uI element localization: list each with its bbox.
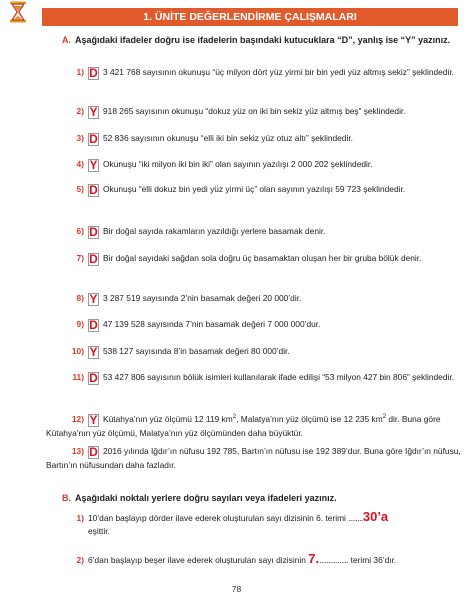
statement-number: 8): [76, 293, 84, 303]
statement-text: 52 836 sayısının okunuşu “elli iki bin sekiz yüz otuz altı” şeklindedir.: [103, 133, 353, 143]
statement-number: 1): [76, 67, 84, 77]
statement-text-c: dir. Buna göre Kütahya’nın yüz ölçümü, Malatya’nın yüz ölçümünden daha büyüktür.: [46, 413, 441, 438]
page-title: 1. ÜNİTE DEĞERLENDİRME ÇALIŞMALARI: [42, 8, 458, 26]
section-a-letter: A.: [62, 35, 71, 45]
item-text: 6’dan başlayıp beşer ilave ederek oluşturulan sayı dizisinin: [88, 555, 309, 565]
statement-number: 2): [76, 106, 84, 116]
statement-text: 53 427 806 sayısının bölük isimleri kullanılarak ifade edilişi “53 milyon 427 bin 806” şeklindedir.: [103, 372, 455, 382]
statement-number: 3): [76, 133, 84, 143]
statement-number: 5): [76, 184, 84, 194]
statement-text: 918 265 sayısının okunuşu “dokuz yüz on iki bin sekiz yüz altmış beş” şeklindedir.: [103, 106, 406, 116]
statement-number: 13): [71, 446, 84, 456]
statement-2: [46, 105, 466, 119]
statement-text: 47 139 528 sayısında 7’nin basamak değeri 7 000 000’dur.: [103, 319, 321, 329]
statement-number: 10): [71, 346, 84, 356]
answer-box[interactable]: Y: [89, 345, 98, 359]
statement-number: 9): [76, 319, 84, 329]
answer-box[interactable]: D: [89, 66, 98, 80]
fill-item-1: [46, 511, 466, 537]
item-text-after: eşittir.: [88, 525, 110, 536]
answer-box[interactable]: D: [89, 183, 98, 197]
answer-box[interactable]: Y: [89, 158, 98, 172]
statement-3: [46, 132, 466, 146]
answer-box[interactable]: Y: [89, 412, 98, 427]
item-number: 1): [76, 513, 84, 523]
statement-text-b: , Malatya’nın yüz ölçümü ise 12 235 km: [236, 413, 383, 424]
hourglass-icon: [8, 1, 28, 23]
statement-5: [46, 183, 466, 197]
section-b-letter: B.: [62, 493, 71, 503]
section-b-text: Aşağıdaki noktalı yerlere doğru sayıları veya ifadeleri yazınız.: [75, 493, 337, 503]
statement-11: [46, 371, 466, 385]
statement-10: [46, 345, 466, 359]
handwritten-answer[interactable]: 30’a: [362, 509, 389, 524]
superscript: 2: [232, 414, 237, 420]
statement-9: [46, 318, 466, 332]
statement-13: [46, 445, 466, 472]
statement-number: 12): [71, 413, 84, 424]
statement-text: 2016 yılında Iğdır’ın nüfusu 192 785, Bartın’ın nüfusu ise 192 389’dur. Buna göre Iğdır’ın nüfusu, Bartın’ın nüfusundan daha fazladır.: [46, 446, 461, 470]
answer-box[interactable]: D: [89, 252, 98, 266]
statement-number: 11): [72, 372, 84, 382]
blank-dots: ........: [348, 513, 363, 523]
section-a-text: Aşağıdaki ifadeler doğru ise ifadelerin başındaki kutucuklara “D”, yanlış ise “Y” yazınız.: [75, 35, 451, 45]
statement-text: Bir doğal sayıda rakamların yazıldığı yerlere basamak denir.: [103, 226, 326, 236]
statement-4: [46, 158, 466, 172]
statement-text: 3 287 519 sayısında 2’nin basamak değeri 20 000’dir.: [103, 293, 302, 303]
statement-text: 538 127 sayısında 8’in basamak değeri 80 000’dir.: [103, 346, 290, 356]
answer-box[interactable]: D: [89, 132, 98, 146]
fill-item-2: [46, 553, 466, 567]
handwritten-answer[interactable]: 7.: [308, 551, 320, 566]
statement-7: [46, 252, 466, 266]
answer-box[interactable]: Y: [89, 292, 98, 306]
statement-number: 6): [76, 226, 84, 236]
answer-box[interactable]: Y: [89, 105, 98, 119]
item-text-after: terimi 36’dır.: [348, 555, 397, 565]
answer-box[interactable]: D: [89, 225, 98, 239]
statement-text: Okunuşu “elli dokuz bin yedi yüz yirmi üç” olan sayının yazılışı 59 723 şeklindedir.: [103, 184, 406, 194]
page-number: 78: [231, 584, 242, 594]
statement-number: 4): [76, 159, 84, 169]
answer-box[interactable]: D: [89, 318, 98, 332]
statement-text-a: Kütahya’nın yüz ölçümü 12 119 km: [103, 413, 233, 424]
statement-1: [46, 66, 466, 80]
statement-number: 7): [76, 253, 84, 263]
statement-12: [46, 411, 466, 439]
section-a-instruction: [62, 34, 458, 47]
section-b-instruction: [62, 492, 458, 505]
answer-box[interactable]: D: [89, 371, 98, 385]
answer-box[interactable]: D: [89, 445, 98, 459]
statement-6: [46, 225, 466, 239]
statement-text: 3 421 768 sayısının okunuşu “üç milyon dört yüz yirmi bir bin yedi yüz altmış sekiz” şeklindedir.: [103, 67, 454, 77]
superscript: 2: [382, 414, 387, 420]
item-number: 2): [76, 555, 84, 565]
statement-text: Bir doğal sayıdaki sağdan sola doğru üç basamaktan oluşan her bir gruba bölük denir.: [103, 253, 422, 263]
item-text: 10’dan başlayıp dörder ilave ederek oluşturulan sayı dizisinin 6. terimi: [88, 513, 349, 523]
statement-text: Okunuşu “iki milyon iki bin iki” olan sayının yazılışı 2 000 202 şeklindedir.: [103, 159, 373, 169]
blank-dots: ................: [319, 555, 349, 565]
statement-8: [46, 292, 466, 306]
